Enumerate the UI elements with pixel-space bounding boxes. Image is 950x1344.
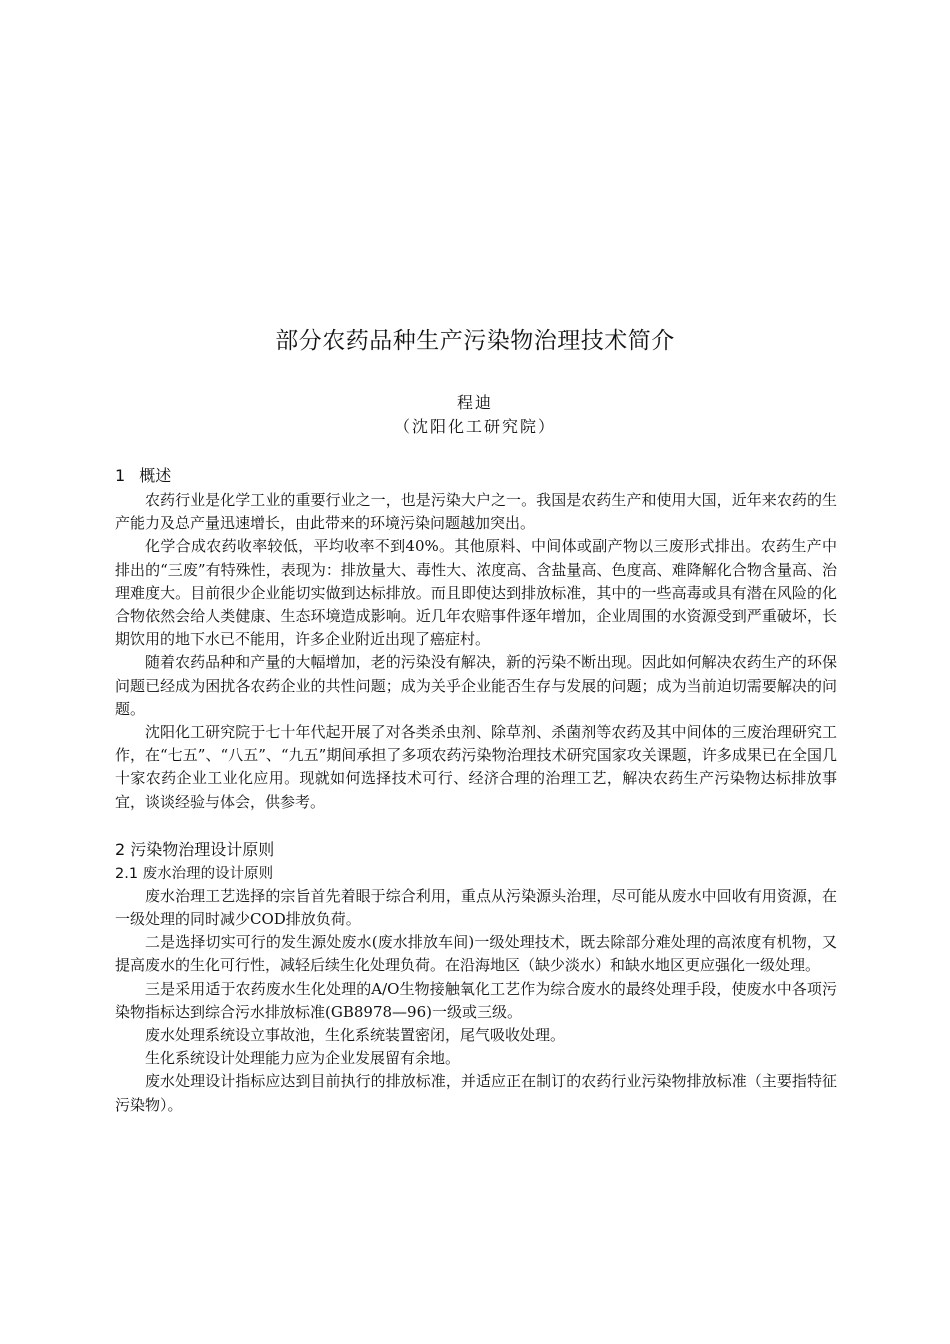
paragraph: 三是采用适于农药废水生化处理的A/O生物接触氧化工艺作为综合废水的最终处理手段，使废水中各项污染物指标达到综合污水排放标准(GB8978—96)一级或三级。 (115, 979, 837, 1021)
paragraph: 废水处理系统设立事故池，生化系统装置密闭，尾气吸收处理。 (145, 1026, 566, 1045)
section-number: 2 (115, 839, 126, 859)
section-number: 1 (115, 466, 126, 485)
paragraph: 废水治理工艺选择的宗旨首先着眼于综合利用，重点从污染源头治理，尽可能从废水中回收有用资源，在一级处理的同时减少COD排放负荷。 (115, 886, 837, 929)
author-affiliation: （沈阳化工研究院） (393, 417, 556, 436)
document-body (115, 462, 837, 1117)
paragraph: 沈阳化工研究院于七十年代起开展了对各类杀虫剂、除草剂、杀菌剂等农药及其中间体的三废治理研究工作，在“七五”、“八五”、“九五”期间承担了多项农药污染物治理技术研究国家攻关课题，许多成果已在全国几十家农药企业工业化应用。现就如何选择技术可行、经济合理的治理工艺，解决农药生产污染物达标排放事宜，谈谈经验与体会，供参考。 (115, 723, 837, 811)
paragraph: 二是选择切实可行的发生源处废水(废水排放车间)一级处理技术，既去除部分难处理的高浓度有机物，又提高废水的生化可行性，减轻后续生化处理负荷。在沿海地区（缺少淡水）和缺水地区更应强化一级处理。 (115, 933, 837, 975)
section-title: 污染物治理设计原则 (130, 839, 275, 859)
section-1-heading (115, 462, 837, 489)
author-name: 程迪 (456, 393, 493, 412)
subsection-title: 废水治理的设计原则 (142, 865, 274, 882)
subsection-2-1-heading (115, 863, 837, 885)
paragraph: 化学合成农药收率较低，平均收率不到40%。其他原料、中间体或副产物以三废形式排出。农药生产中排出的“三废”有特殊性，表现为：排放量大、毒性大、浓度高、含盐量高、色度高、难降解化合物含量高、治理难度大。目前很少企业能切实做到达标排放。而且即使达到排放标准，其中的一些高毒或具有潜在风险的化合物依然会给人类健康、生态环境造成影响。近几年农赔事件逐年增加，企业周围的水资源受到严重破坏，长期饮用的地下水已不能用，许多企业附近出现了癌症村。 (115, 537, 837, 649)
paragraph: 农药行业是化学工业的重要行业之一，也是污染大户之一。我国是农药生产和使用大国，近年来农药的生产能力及总产量迅速增长，由此带来的环境污染问题越加突出。 (115, 491, 837, 533)
subsection-number: 2.1 (115, 865, 139, 882)
paragraph: 随着农药品种和产量的大幅增加，老的污染没有解决，新的污染不断出现。因此如何解决农药生产的环保问题已经成为困扰各农药企业的共性问题；成为关乎企业能否生存与发展的问题；成为当前迫切需要解决的问题。 (115, 653, 837, 718)
section-title: 概述 (139, 466, 172, 485)
paragraph: 生化系统设计处理能力应为企业发展留有余地。 (145, 1049, 461, 1068)
section-2-heading (115, 836, 837, 863)
paragraph: 废水处理设计指标应达到目前执行的排放标准，并适应正在制订的农药行业污染物排放标准（主要指特征污染物）。 (115, 1072, 837, 1114)
document-title: 部分农药品种生产污染物治理技术简介 (275, 328, 675, 354)
